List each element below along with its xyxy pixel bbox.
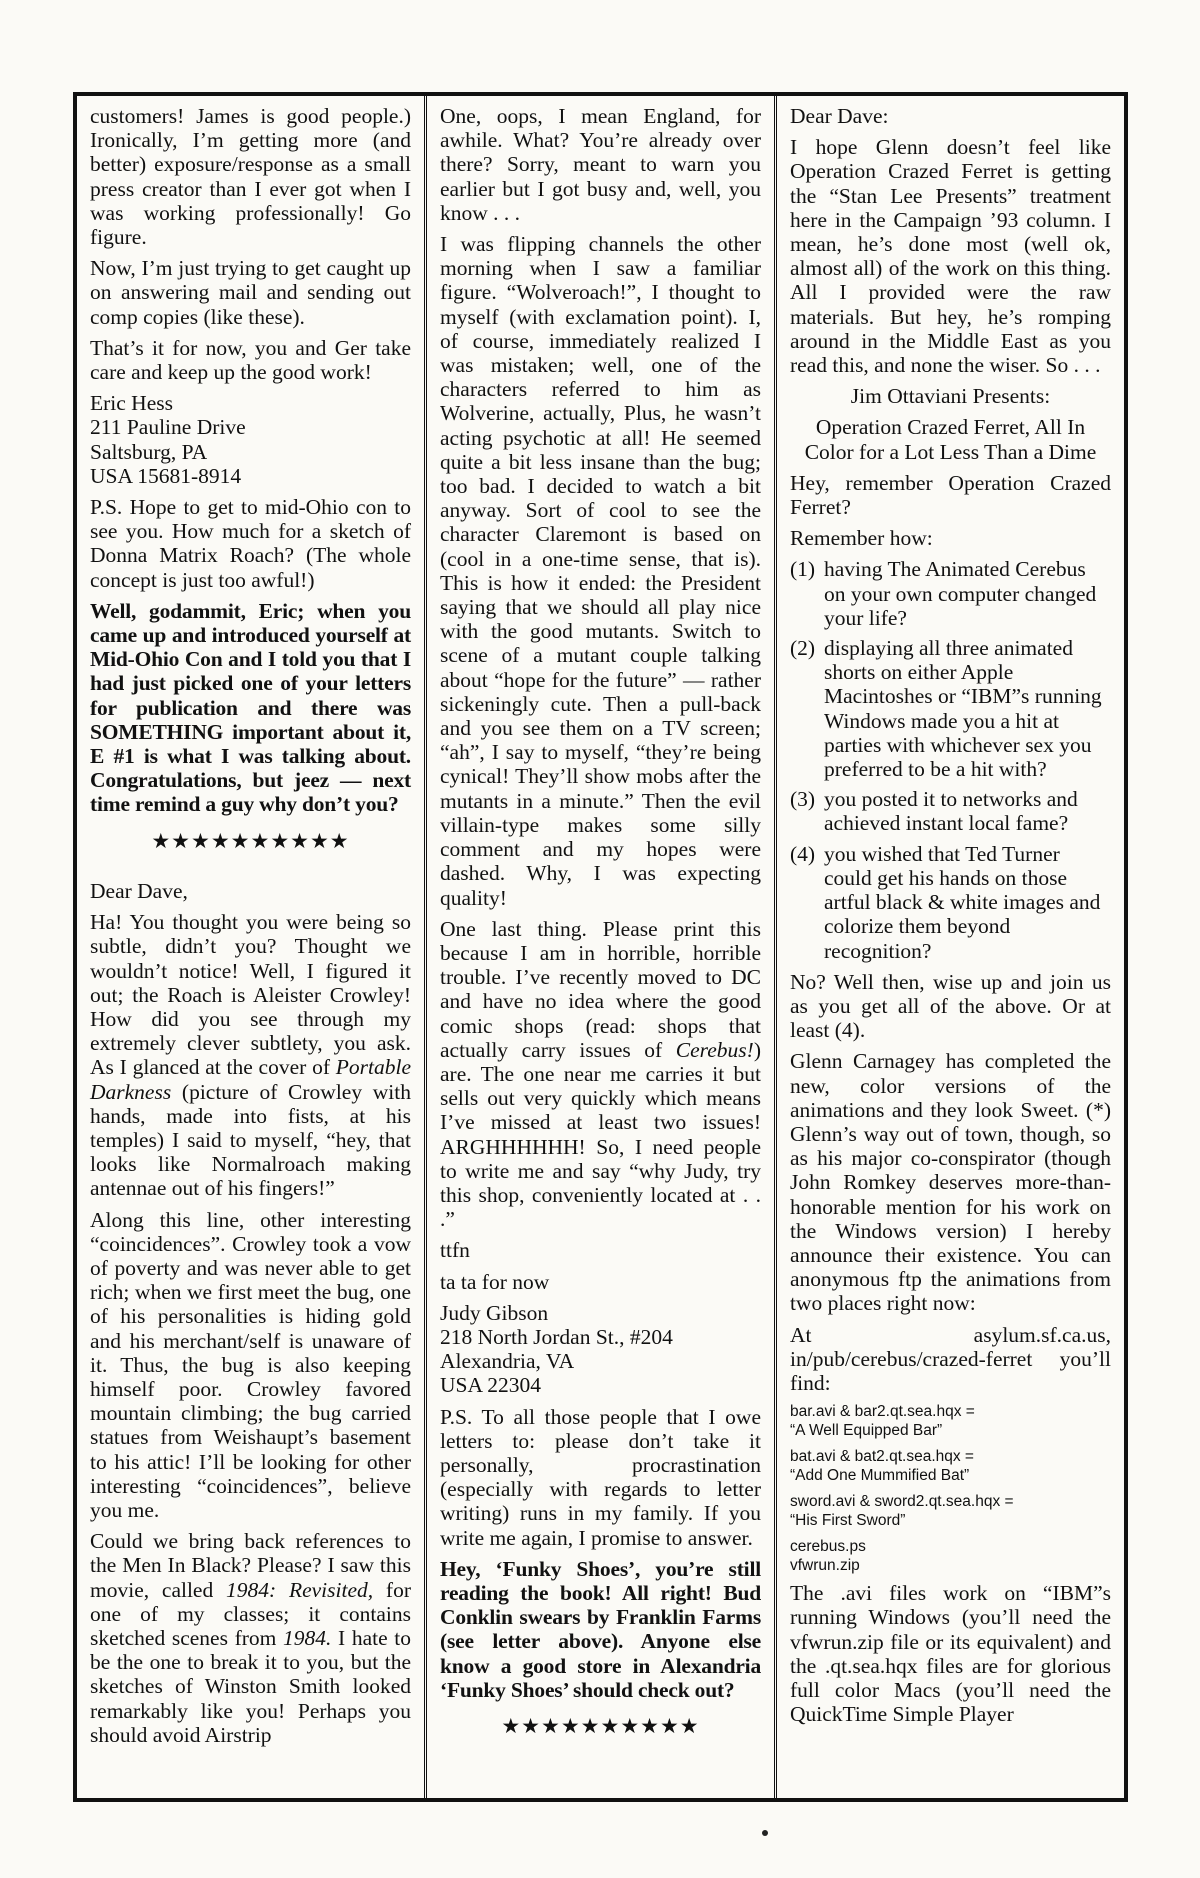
letters-frame	[73, 92, 1128, 1802]
signature-city: Saltsburg, PA	[90, 439, 208, 464]
signature-city: Alexandria, VA	[440, 1349, 575, 1374]
postscript: P.S. Hope to get to mid-Ohio con to see you. How much for a sketch of Donna Matrix Roach? (The whole concept is just too awful!)	[90, 495, 411, 592]
editor-response: Hey, ‘Funky Shoes’, you’re still reading the book! All right! Bud Conklin swears by Franklin Farms (see letter above). Anyone else know a good store in Alexandria ‘Funky Shoes’ should check out?	[440, 1556, 761, 1702]
ink-speck	[762, 1830, 768, 1836]
signature-block	[90, 391, 411, 488]
sign-off-expanded: ta ta for now	[440, 1269, 550, 1294]
presents-line: Jim Ottaviani Presents:	[850, 384, 1051, 409]
column-1	[77, 96, 424, 1798]
numbered-list	[790, 557, 1111, 962]
file-entry: sword.avi & sword2.qt.sea.hqx = “His First Sword”	[790, 1493, 1014, 1530]
salutation: Dear Dave,	[90, 878, 188, 903]
list-item: (3) you posted it to networks and achieved instant local fame?	[790, 787, 1078, 836]
column-2	[424, 96, 774, 1798]
salutation: Dear Dave:	[790, 104, 889, 128]
letter-paragraph: Hey, remember Operation Crazed Ferret?	[790, 470, 1111, 520]
postscript: P.S. To all those people that I owe letters to: please don’t take it personally, procrastination (especially with regards to letter writing) runs in my family. If you write me again, I promise to answer.	[440, 1404, 761, 1550]
file-entry: bar.avi & bar2.qt.sea.hqx = “A Well Equipped Bar”	[790, 1403, 975, 1440]
editor-response: Well, godammit, Eric; when you came up and introduced yourself at Mid-Ohio Con and I told you that I had just picked one of your letters for publication and there was SOMETHING important about it, E #1 is what I was talking about. Congratulations, but jeez — next time remind a guy why don’t you?	[90, 598, 411, 817]
list-item: (4) you wished that Ted Turner could get his hands on those artful black & white images and colorize them beyond recognition?	[790, 841, 1101, 963]
signature-block	[440, 1301, 761, 1398]
file-entry: bat.avi & bat2.qt.sea.hqx = “Add One Mummified Bat”	[790, 1448, 974, 1485]
list-item: (1) having The Animated Cerebus on your own computer changed your life?	[790, 557, 1097, 630]
sign-off: ttfn	[440, 1238, 470, 1263]
file-list-extra	[790, 1537, 1111, 1575]
column-3	[774, 96, 1124, 1798]
letter-paragraph: No? Well then, wise up and join us as you get all of the above. Or at least (4).	[790, 969, 1111, 1043]
letter-paragraph: I hope Glenn doesn’t feel like Operation Crazed Ferret is getting the “Stan Lee Presents” treatment here in the Campaign ’93 column. I mean, he’s done most (well ok, almost all) of the work on this thing. All I provided were the raw materials. But hey, he’s romping around in the Middle East as you read this, and none the wiser. So . . .	[790, 135, 1111, 378]
file-name: vfwrun.zip	[790, 1557, 860, 1575]
letter-paragraph: That’s it for now, you and Ger take care and keep up the good work!	[90, 335, 411, 385]
letter-paragraph: The .avi files work on “IBM”s running Windows (you’ll need the vfwrun.zip file or its equivalent) and the .qt.sea.hqx files are for glorious full color Macs (you’ll need the QuickTime Simple Player	[790, 1581, 1111, 1727]
signature-zip: USA 22304	[440, 1373, 541, 1398]
letter-paragraph: One last thing. Please print this because I am in horrible, horrible trouble. I’ve recently moved to DC and have no idea where the good comic shops (read: shops that actually carry issues of Cerebus!) are. The one near me carries it but sells out very quickly which means I’ve missed at least two issues! ARGHHHHHH! So, I need people to write me and say “why Judy, try this shop, conveniently located at . . .”	[440, 916, 761, 1232]
signature-street: 211 Pauline Drive	[90, 415, 246, 440]
letter-paragraph: customers! James is good people.) Ironically, I’m getting more (and better) exposure/response as a small press creator than I ever got when I was working professionally! Go figure.	[90, 104, 411, 250]
letter-paragraph: Remember how:	[790, 526, 933, 551]
letter-paragraph: Along this line, other interesting “coincidences”. Crowley took a vow of poverty and was never able to get rich; when we first meet the bug, one of his personalities is hiding gold and his merchant/self is unaware of it. Thus, the bug is also keeping himself poor. Crowley favored mountain climbing; the bug carried statues from Weishaupt’s basement to his attic! I’ll be looking for other interesting “coincidences”, believe you me.	[90, 1207, 411, 1522]
file-name: cerebus.ps	[790, 1538, 866, 1556]
star-divider: ★★★★★★★★★★	[501, 1714, 700, 1738]
signature-zip: USA 15681-8914	[90, 463, 242, 488]
signature-name: Judy Gibson	[440, 1300, 549, 1325]
letter-paragraph: One, oops, I mean England, for awhile. What? You’re already over there? Sorry, meant to warn you earlier but I got busy and, well, you know . . .	[440, 104, 761, 225]
letter-paragraph: Now, I’m just trying to get caught up on answering mail and sending out comp copies (like these).	[90, 256, 411, 329]
star-divider: ★★★★★★★★★★	[151, 828, 350, 853]
signature-name: Eric Hess	[90, 391, 173, 416]
letter-paragraph: I was flipping channels the other morning when I saw a familiar figure. “Wolveroach!”, I thought to myself (with exclamation point). I, of course, immediately realized I was mistaken; well, one of the characters referred to him as Wolverine, actually, Plus, he wasn’t acting psychotic at all! He seemed quite a bit less insane than the bug; too bad. I decided to watch a bit anyway. Sort of cool to see the character Claremont is based on (cool in a one-time sense, that is). This is how it ended: the President saying that we should all play nice with the good mutants. Switch to scene of a mutant couple talking about “hope for the future” — rather sickeningly cute. Then a pull-back and you see them on a TV screen; “ah”, I say to myself, “they’re being cynical! They’ll show mobs after the mutants in a minute.” Then the evil villain-type makes some silly comment and my hopes were dashed. Why, I was expecting quality!	[440, 232, 761, 910]
letter-paragraph: Could we bring back references to the Men In Black? Please? I saw this movie, called 1984: Revisited, for one of my classes; it contains sketched scenes from 1984. I hate to be the one to break it to you, but the sketches of Winston Smith looked remarkably like you! Perhaps you should avoid Airstrip	[90, 1529, 411, 1747]
letter-paragraph: Ha! You thought you were being so subtle, didn’t you? Thought we wouldn’t notice! Well, I figured it out; the Roach is Aleister Crowley! How did you see through my extremely clever subtlety, you ask. As I glanced at the cover of Portable Darkness (picture of Crowley with hands, made into fists, at his temples) I said to myself, “hey, that looks like Normalroach making antennae out of his fingers!”	[90, 910, 411, 1201]
signature-street: 218 North Jordan St., #204	[440, 1324, 673, 1349]
letter-paragraph: Glenn Carnagey has completed the new, color versions of the animations and they look Sweet. (*) Glenn’s way out of town, though, so as his major co-conspirator (though John Romkey deserves more-than-honorable mention for his work on the Windows version) I hereby announce their existence. You can anonymous ftp the animations from two places right now:	[790, 1049, 1111, 1316]
letter-paragraph: At asylum.sf.ca.us, in/pub/cerebus/crazed-ferret you’ll find:	[790, 1322, 1111, 1395]
article-title: Operation Crazed Ferret, All In Color for a Lot Less Than a Dime	[804, 415, 1097, 464]
list-item: (2) displaying all three animated shorts on either Apple Macintoshes or “IBM”s running Windows made you a hit at parties with whichever sex you preferred to be a hit with?	[790, 636, 1102, 782]
